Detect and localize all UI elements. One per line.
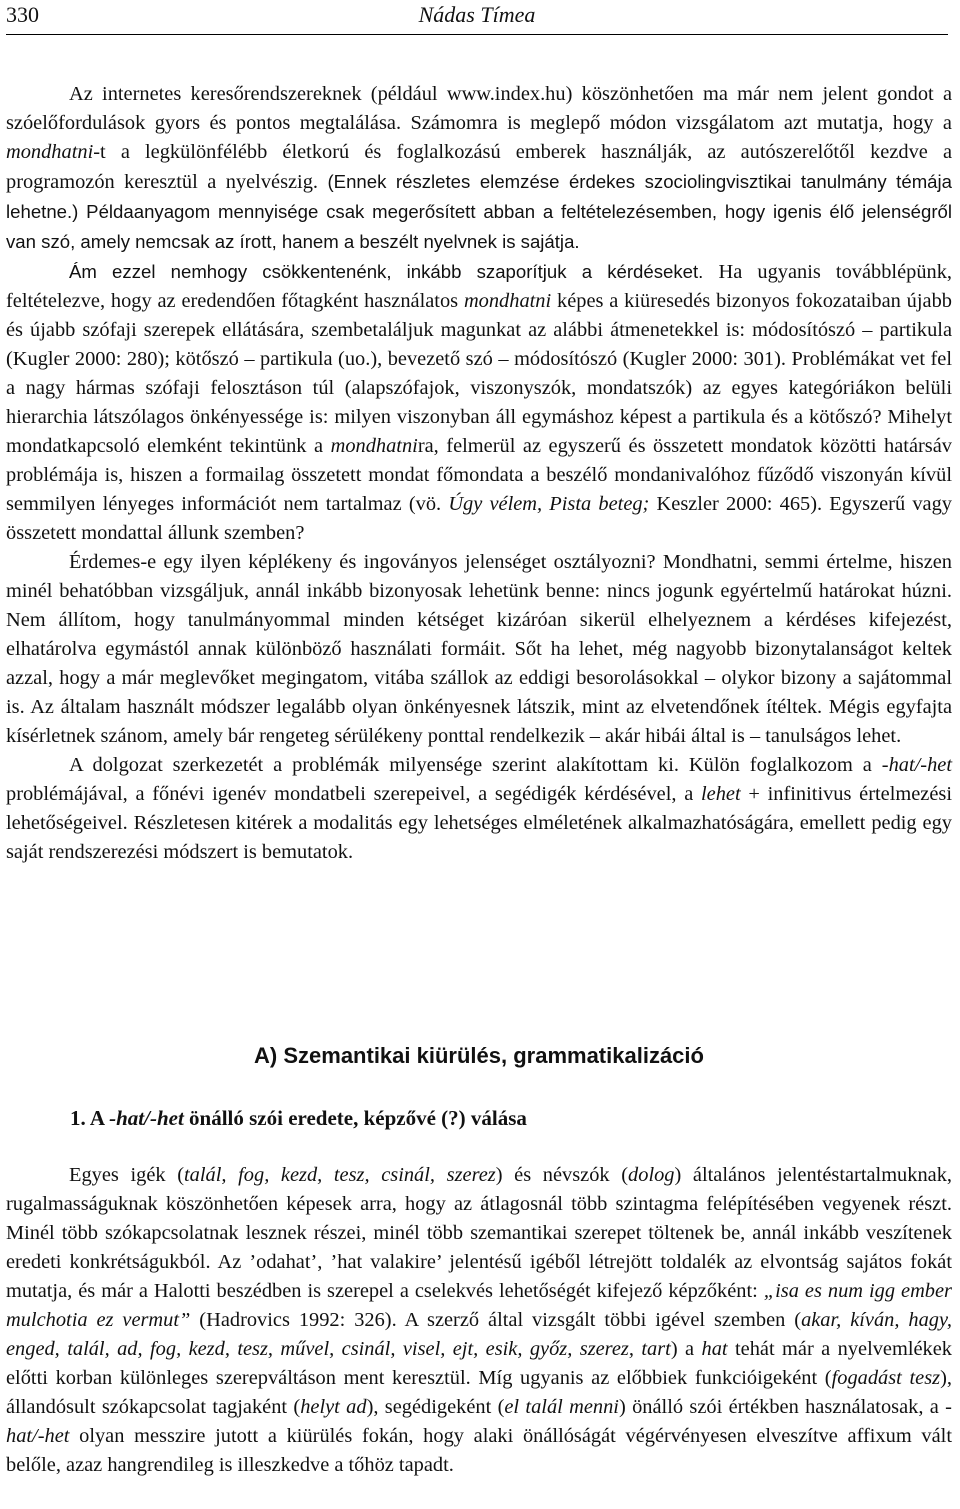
header-rule: [6, 34, 948, 35]
text-run: 1. A: [70, 1106, 110, 1130]
text-run: Ha ugyanis továbblépünk, feltételezve, hogy az eredendően főtagként használatos: [6, 261, 952, 312]
text-run: Keszler 2000: 465). Egyszerű vagy összetett mondattal állunk szemben?: [6, 493, 952, 544]
text-run: -t a legkülönfélébb életkorú és foglalkozású emberek használják, az autószerelőtől kezdve a programozón keresztül a nyelvészig.: [6, 141, 952, 193]
subsection-heading: [70, 1106, 527, 1131]
section-heading: A) Szemantikai kiürülés, grammatikalizáció: [254, 1043, 704, 1068]
text-run: mondhatni: [330, 435, 418, 457]
text-run: (Ennek részletes elemzése érdekes szociolingvisztikai tanulmány témája lehetne.: [6, 171, 952, 222]
text-run: ) általános jelentéstartalmuknak, rugalmasságuknak köszönhetően képesek arra, hogy az átlagosnál több szintagma felépítésében vegyenek részt. Minél több szókapcsolatnak lesznek részei, minél több szemantikai szerepet töltenek be, annál inkább veszítenek eredeti konkrétságukból. Az ’odahat’, ’hat valakire’ jelentésű igéből létrejött toldalék az elvontság sajátos fokát mutatja, és már a Halotti beszédben is szerepel a cselekvés lehetőségét kifejező képzőként:: [6, 1164, 952, 1302]
text-run: -hat/-het: [109, 1106, 184, 1130]
body-text-lower: [6, 1161, 952, 1480]
paragraph: [6, 257, 952, 548]
text-run: helyt ad: [300, 1396, 367, 1418]
paragraph: [6, 80, 952, 257]
text-run: ) önálló szói értékben használatosak, a: [618, 1396, 946, 1418]
text-run: ) és névszók (: [495, 1164, 629, 1186]
paragraph: [6, 751, 952, 867]
text-run: -hat/-het: [6, 1396, 952, 1447]
text-run: akar, kíván, hagy, enged, talál, ad, fog, kezd, tesz, művel, csinál, visel, ejt, esik, győz, szerez, tart: [6, 1309, 952, 1360]
running-title: Nádas Tímea: [418, 2, 536, 27]
text-run: Ám ezzel nemhogy csökkentenénk, inkább szaporítjuk a kérdéseket.: [69, 261, 719, 282]
text-run: ra, felmerül az egyszerű és összetett mondatok közötti határsáv problémája is, hiszen a formailag összetett mondat főmondata a beszélő mondanivalóhoz fűződő viszonyán kívül semmilyen lényeges információt nem tartalmaz (vö.: [6, 435, 952, 515]
text-run: mondhatni: [463, 290, 552, 312]
text-run: Egyes igék (: [69, 1164, 185, 1186]
text-run: hat: [701, 1338, 728, 1360]
text-run: A dolgozat szerkezetét a problémák milyensége szerint alakítottam ki. Külön foglalkozom a: [69, 754, 882, 776]
text-run: dolog: [628, 1164, 675, 1186]
text-run: problémájával, a főnévi igenév mondatbeli szerepeivel, a segédigék kérdésével, a: [6, 783, 701, 805]
text-run: Érdemes-e egy ilyen képlékeny és ingoványos jelenséget osztályozni? Mondhatni, semmi értelme, hiszen minél behatóbban vizsgáljuk, annál inkább bizonyosak lehetünk benne: nincs jogunk egyértelmű határokat húzni. Nem állítom, hogy tanulmányommal minden kétséget kizáróan sikerül elhelyeznem a kérdéses kifejezést, elhatárolva egymástól annak különböző használati formáit. Sőt ha lehet, még nagyobb bizonytalanságot keltek azzal, hogy a már meglevőket megingatom, vitába szállok az eddigi besorolásokkal – olykor bizony a sajátommal is. Az általam használt módszer legalább olyan önkényesnek látszik, mint az elvetendőnek ítéltek. Mégis egyfajta kísérletnek szánom, amely bár rengeteg sérülékeny ponttal rendelkezik – akár hibái által is – tanulságos lehet.: [6, 551, 952, 747]
text-run: + infinitivus értelmezési lehetőségeivel. Részletesen kitérek a modalitás egy lehetséges elméletének alkalmazhatóságára, emellett pedig egy saját rendszerezési módszert is bemutatok.: [6, 783, 953, 863]
paragraph: [6, 548, 952, 751]
page-header: [6, 0, 948, 32]
text-run: Úgy vélem, Pista beteg;: [448, 493, 650, 515]
text-run: Az internetes keresőrendszereknek (például www.index.hu) köszönhetően ma már nem jelent gondot a szóelőfordulások gyors és pontos megtalálása. Számomra is meglepő módon vizsgálatom azt mutatja, hogy a: [6, 83, 952, 134]
page-number: 330: [6, 2, 39, 27]
text-run: tehát már a nyelvemlékek előtti korban különleges szerepváltáson ment keresztül. Míg ugyanis az előbbiek funkcióigeként (: [6, 1338, 953, 1389]
text-run: ) a: [670, 1338, 702, 1360]
text-run: mondhatni: [6, 141, 94, 163]
body-text-upper: [6, 80, 952, 867]
text-run: olyan messzire jutott a kiürülés fokán, hogy alaki önállóságát végérvényesen elveszítve affixum vált belőle, azaz hangrendileg is illeszkedve a tőhöz tapadt.: [6, 1425, 952, 1476]
text-run: talál, fog, kezd, tesz, csinál, szerez: [184, 1164, 496, 1186]
text-run: ) Példaanyagom mennyisége csak megerősített abban a feltételezésemben, hogy igenis élő jelenségről van szó, amely nemcsak az írott, hanem a beszélt nyelvnek is sajátja.: [6, 201, 952, 252]
text-run: ), állandósult szókapcsolat tagjaként (: [6, 1367, 952, 1418]
paragraph: [6, 1161, 952, 1480]
text-run: -hat/-het: [881, 754, 952, 776]
text-run: képes a kiüresedés bizonyos fokozataiban újabb és újabb szófaji szerepek ellátására, szembetaláljuk magunkat az alábbi átmenetekkel is: módosítószó – partikula (Kugler 2000: 280); kötőszó – partikula (uo.), bevezető szó – módosítószó (Kugler 2000: 301). Problémákat vet fel a nagy hármas szófaji felosztáson túl (alapszófajok, viszonyszók, mondatszók) az egyes kategóriákon belüli hierarchia látszólagos önkényessége is: milyen viszonyban áll egymáshoz képest a partikula és a kötőszó? Mihelyt mondatkapcsoló elemként tekintünk a: [6, 290, 952, 457]
text-run: el talál menni: [504, 1396, 619, 1418]
text-run: lehet: [701, 783, 741, 805]
text-run: „isa es num igg ember mulchotia ez vermut”: [6, 1280, 952, 1331]
text-run: fogadást tesz: [831, 1367, 941, 1389]
text-run: (Hadrovics 1992: 326). A szerző által vizsgált többi igével szemben (: [190, 1309, 802, 1331]
text-run: önálló szói eredete, képzővé (?) válása: [183, 1106, 527, 1130]
text-run: ), segédigeként (: [366, 1396, 505, 1418]
